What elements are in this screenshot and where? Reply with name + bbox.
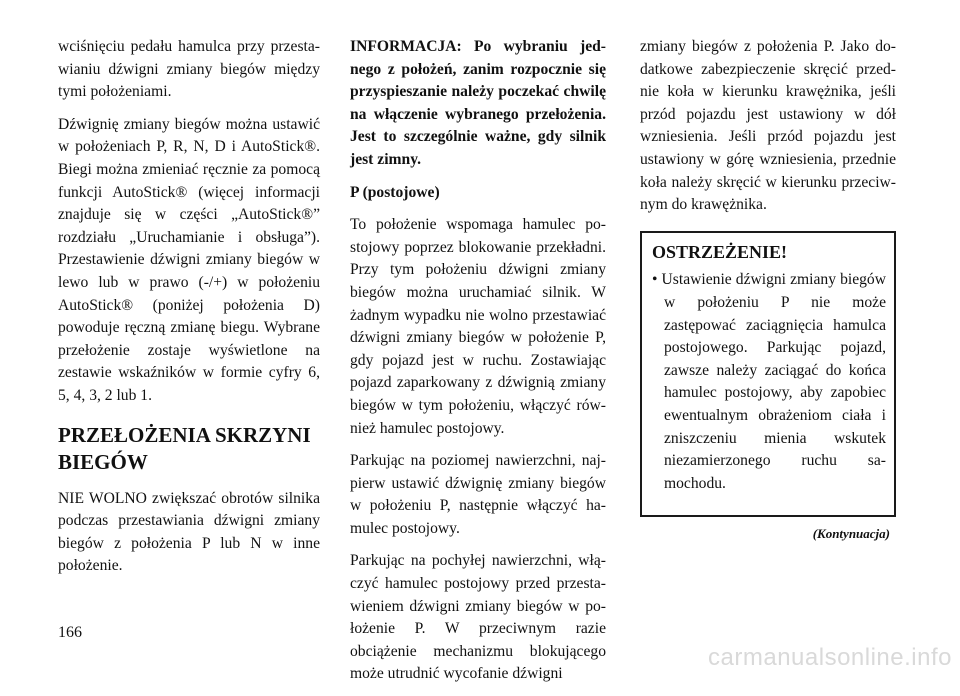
- warning-box: [640, 231, 896, 518]
- section-heading-gear-ranges: PRZEŁOŻENIA SKRZYNI BIEGÓW: [58, 422, 311, 474]
- column-left: [58, 36, 320, 588]
- warning-item: • Ustawienie dźwigni zmiany biegów w położeniu P nie może zastępować zaciągnięcia hamulca postojowego. Parkując pojazd, zawsze należy zaciągać do końca hamulec postojowy, aby zapobiec ewentualnym obrażeniom ciała i zniszczeniu mienia wskutek niezamierzonego ruchu samochodu.: [652, 271, 886, 492]
- page-number: 166: [58, 624, 82, 641]
- paragraph-grade-surface: Parkując na pochyłej nawierzchni, włączyć hamulec postojowy przed przestawieniem dźwigni zmiany biegów w położenie P. W przeciwnym razie obciążenie mechanizmu blokującego może utrudnić wycofanie dźwigni: [350, 552, 606, 683]
- column-middle: [350, 36, 606, 696]
- paragraph-wheel-curb: zmiany biegów z położenia P. Jako dodatkowe zabezpieczenie skręcić przednie koła w kierunku krawężnika, jeśli przód pojazdu jest ustawiony w dół wzniesienia. Jeśli przód pojazdu jest ustawiony w górę wzniesienia, przednie koła należy skręcić w kierunku przeciwnym do krawężnika.: [640, 38, 896, 214]
- paragraph-shift-brake: wciśnięciu pedału hamulca przy przestawianiu dźwigni zmiany biegów między tymi położeniami.: [58, 38, 320, 101]
- subheading-park: P (postojowe): [350, 183, 440, 201]
- continued-label: (Kontynuacja): [812, 526, 890, 542]
- watermark-text: carmanualsonline.info: [708, 644, 952, 671]
- paragraph-level-surface: Parkując na poziomej nawierzchni, najpierw ustawić dźwignię zmiany biegów w położeniu P, następnie włączyć hamulec postojowy.: [350, 452, 606, 537]
- info-note: INFORMACJA: Po wybraniu jednego z położeń, zanim rozpocznie się przyspieszanie należy poczekać chwilę na włączenie wybranego przełożenia. Jest to szczególnie ważne, gdy silnik jest zimny.: [350, 38, 606, 168]
- paragraph-park-description: To położenie wspomaga hamulec postojowy poprzez blokowanie przekładni. Przy tym położeniu dźwigni zmiany biegów można uruchamiać silnik. W żadnym wypadku nie wolno przestawiać dźwigni zmiany biegów w położenie P, gdy pojazd jest w ruchu. Zostawiając pojazd zaparkowany z dźwignią zmiany biegów w tym położeniu, włączyć również hamulec postojowy.: [350, 216, 606, 437]
- paragraph-do-not-race-engine: NIE WOLNO zwiększać obrotów silnika podczas przestawiania dźwigni zmiany biegów z położenia P lub N w inne położenie.: [58, 489, 320, 575]
- paragraph-autostick: Dźwignię zmiany biegów można ustawić w położeniach P, R, N, D i AutoStick®. Biegi można zmieniać ręcznie za pomocą funkcji AutoStick® (więcej informacji znajduje się w części „AutoStick®” rozdziału „Uruchamianie i obsługa”). Przestawienie dźwigni zmiany biegów w lewo lub w prawo (-/+) w położeniu AutoStick® (poniżej położenia D) powoduje ręczną zmianę biegu. Wybrane przełożenie zostaje wyświetlone na zestawie wskaźników w formie cyfry 6, 5, 4, 3, 2 lub 1.: [58, 115, 320, 404]
- column-right: [640, 36, 896, 546]
- warning-title: OSTRZEŻENIE!: [652, 241, 788, 262]
